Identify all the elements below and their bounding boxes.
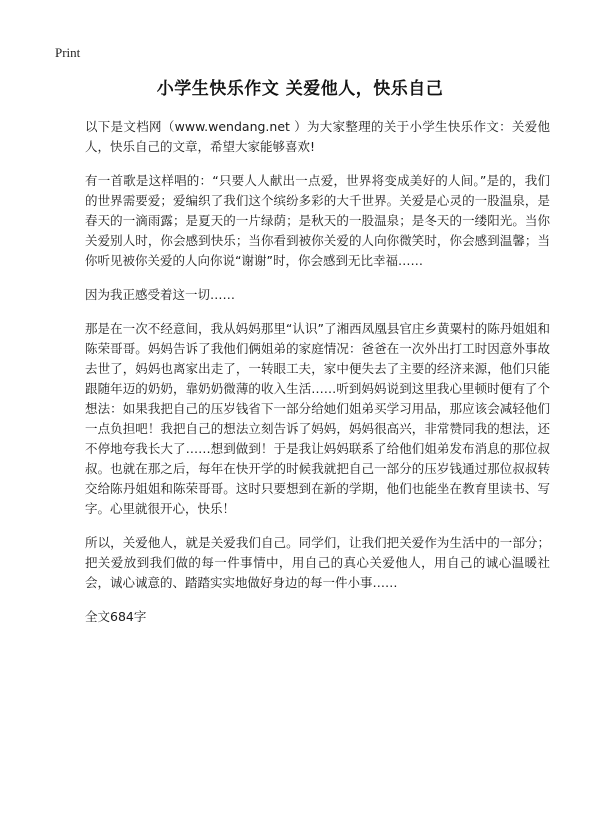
paragraph-1: 有一首歌是这样唱的：“只要人人献出一点爱，世界将变成美好的人间。”是的，我们的世界需要爱；爱编织了我们这个缤纷多彩的大千世界。关爱是心灵的一股温泉，是春天的一滴雨露；是夏天的一片绿荫；是秋天的一股温泉；是冬天的一缕阳光。当你关爱别人时，你会感到快乐；当你看到被你关爱的人向你微笑时，你会感到温馨；当你听见被你关爱的人向你说“谢谢”时，你会感到无比幸福…… [85, 173, 550, 268]
paragraph-3: 那是在一次不经意间，我从妈妈那里“认识”了湘西凤凰县官庄乡黄粟村的陈丹姐姐和陈荣哥哥。妈妈告诉了我他们俩姐弟的家庭情况：爸爸在一次外出打工时因意外事故去世了，妈妈也离家出走了，一转眼工夫，家中便失去了主要的经济来源，他们只能跟随年迈的奶奶，靠奶奶微薄的收入生活……听到妈妈说到这里我心里顿时便有了个想法：如果我把自己的压岁钱省下一部分给她们姐弟买学习用品，那应该会减轻他们一点负担吧！我把自己的想法立刻告诉了妈妈，妈妈很高兴，非常赞同我的想法，还不停地夸我长大了……想到做到！于是我让妈妈联系了给他们姐弟发布消息的那位叔叔。也就在那之后，每年在快开学的时候我就把自己一部分的压岁钱通过那位叔叔转交给陈丹姐姐和陈荣哥哥。这时只要想到在新的学期，他们也能坐在教育里读书、写字。心里就很开心，快乐！ [85, 321, 550, 516]
page-title: 小学生快乐作文 关爱他人，快乐自己 [156, 79, 444, 99]
article-body [85, 117, 550, 641]
print-link[interactable]: Print [55, 45, 81, 60]
paragraph-4: 所以，关爱他人，就是关爱我们自己。同学们，让我们把关爱作为生活中的一部分；把关爱放到我们做的每一件事情中，用自己的真心关爱他人，用自己的诚心温暖社会，诚心诚意的、踏踏实实地做好身边的每一件小事…… [85, 535, 550, 590]
paragraph-2: 因为我正感受着这一切…… [85, 287, 236, 302]
intro-paragraph: 以下是文档网（www.wendang.net ）为大家整理的关于小学生快乐作文：关爱他人，快乐自己的文章，希望大家能够喜欢! [85, 119, 550, 154]
word-count: 全文684字 [85, 609, 147, 624]
